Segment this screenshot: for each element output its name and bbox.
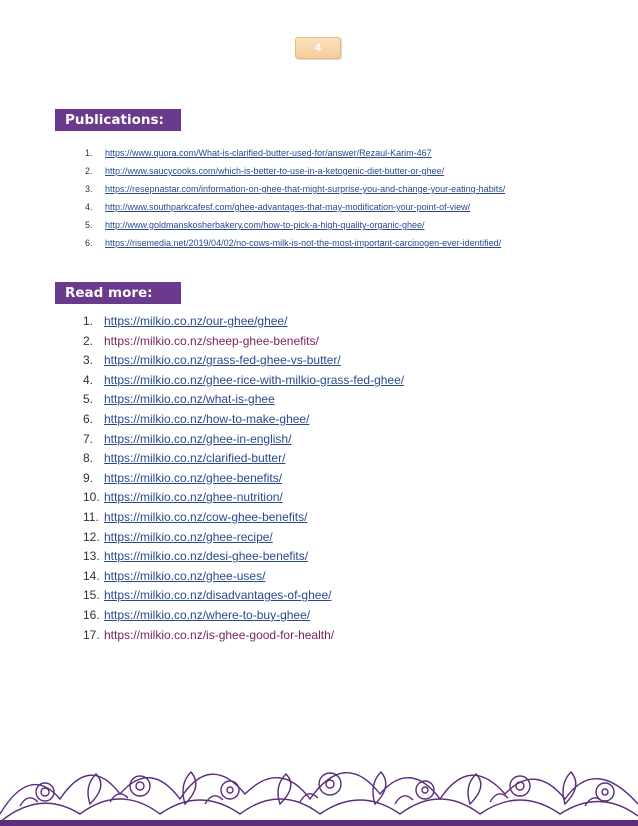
read-more-link[interactable]: https://milkio.co.nz/grass-fed-ghee-vs-butter/ [104, 353, 341, 368]
publication-link[interactable]: http://www.saucycooks.com/which-is-better-to-use-in-a-ketogenic-diet-butter-or-ghee/ [105, 166, 445, 176]
list-item [83, 469, 523, 489]
list-item [83, 312, 523, 332]
list-item [83, 528, 523, 548]
publication-link[interactable]: http://www.southparkcafesf.com/ghee-advantages-that-may-modification-your-point-of-view/ [105, 202, 471, 212]
list-item [85, 198, 555, 216]
publication-link[interactable]: https://www.quora.com/What-is-clarified-butter-used-for/answer/Rezaul-Karim-467 [105, 148, 432, 158]
read-more-link[interactable]: https://milkio.co.nz/sheep-ghee-benefits/ [104, 333, 319, 348]
publications-list [85, 144, 555, 252]
list-item [83, 410, 523, 430]
read-more-link[interactable]: https://milkio.co.nz/clarified-butter/ [104, 451, 286, 466]
list-item [83, 332, 523, 352]
list-number: 8. [83, 451, 94, 466]
floral-ornament-icon [0, 744, 638, 826]
read-more-link[interactable]: https://milkio.co.nz/how-to-make-ghee/ [104, 411, 310, 426]
list-number: 2. [85, 166, 93, 176]
page-number: 4 [314, 42, 322, 54]
list-number: 3. [85, 184, 93, 194]
read-more-link[interactable]: https://milkio.co.nz/ghee-rice-with-milkio-grass-fed-ghee/ [104, 372, 405, 387]
publications-heading [55, 109, 181, 131]
list-item [85, 216, 555, 234]
list-number: 1. [83, 314, 94, 328]
list-item [83, 586, 523, 606]
publication-link[interactable]: https://risemedia.net/2019/04/02/no-cows-milk-is-not-the-most-important-carcinogen-ever-identified/ [105, 238, 502, 248]
list-item [83, 430, 523, 450]
list-number: 5. [83, 392, 94, 407]
read-more-link[interactable]: https://milkio.co.nz/ghee-benefits/ [104, 470, 283, 485]
list-number: 7. [83, 431, 94, 446]
publication-link[interactable]: https://resepnastar.com/information-on-ghee-that-might-surprise-you-and-change-your-eating-habits/ [105, 184, 506, 194]
read-more-link[interactable]: https://milkio.co.nz/ghee-recipe/ [104, 529, 273, 544]
list-number: 12. [83, 529, 100, 544]
list-item [85, 144, 555, 162]
list-item [85, 234, 555, 252]
list-item [83, 449, 523, 469]
list-item [83, 488, 523, 508]
list-item [83, 567, 523, 587]
list-number: 10. [83, 490, 100, 505]
list-number: 14. [83, 568, 100, 583]
list-item [83, 626, 523, 646]
read-more-link[interactable]: https://milkio.co.nz/ghee-uses/ [104, 568, 266, 583]
list-item [83, 508, 523, 528]
list-number: 4. [85, 202, 93, 212]
page-number-badge [295, 37, 341, 59]
read-more-link[interactable]: https://milkio.co.nz/our-ghee/ghee/ [104, 314, 288, 328]
read-more-link[interactable]: https://milkio.co.nz/desi-ghee-benefits/ [104, 549, 309, 564]
read-more-link[interactable]: https://milkio.co.nz/ghee-nutrition/ [104, 490, 283, 505]
list-number: 5. [85, 220, 93, 230]
read-more-link[interactable]: https://milkio.co.nz/is-ghee-good-for-health/ [104, 627, 335, 642]
read-more-link[interactable]: https://milkio.co.nz/ghee-in-english/ [104, 431, 292, 446]
list-item [83, 547, 523, 567]
list-item [85, 162, 555, 180]
read-more-link[interactable]: https://milkio.co.nz/where-to-buy-ghee/ [104, 607, 311, 622]
read-more-link[interactable]: https://milkio.co.nz/cow-ghee-benefits/ [104, 509, 308, 524]
list-number: 11. [83, 509, 99, 524]
read-more-heading [55, 282, 181, 304]
list-item [83, 371, 523, 391]
list-number: 2. [83, 333, 94, 348]
list-item [85, 180, 555, 198]
list-number: 15. [83, 588, 100, 603]
publications-heading-text: Publications: [65, 112, 164, 128]
list-number: 13. [83, 549, 100, 564]
read-more-link[interactable]: https://milkio.co.nz/disadvantages-of-ghee/ [104, 588, 332, 603]
list-number: 4. [83, 372, 94, 387]
list-item [83, 390, 523, 410]
list-item [83, 351, 523, 371]
read-more-list [83, 312, 523, 645]
list-number: 17. [83, 627, 100, 642]
read-more-heading-text: Read more: [65, 285, 153, 301]
list-number: 6. [85, 238, 93, 248]
read-more-link[interactable]: https://milkio.co.nz/what-is-ghee [104, 392, 275, 407]
list-number: 3. [83, 353, 94, 368]
decorative-footer-border [0, 744, 638, 826]
list-item [83, 606, 523, 626]
list-number: 6. [83, 411, 94, 426]
list-number: 16. [83, 607, 100, 622]
list-number: 1. [85, 148, 93, 158]
list-number: 9. [83, 470, 94, 485]
publication-link[interactable]: http://www.goldmanskosherbakery.com/how-to-pick-a-high-quality-organic-ghee/ [105, 220, 425, 230]
